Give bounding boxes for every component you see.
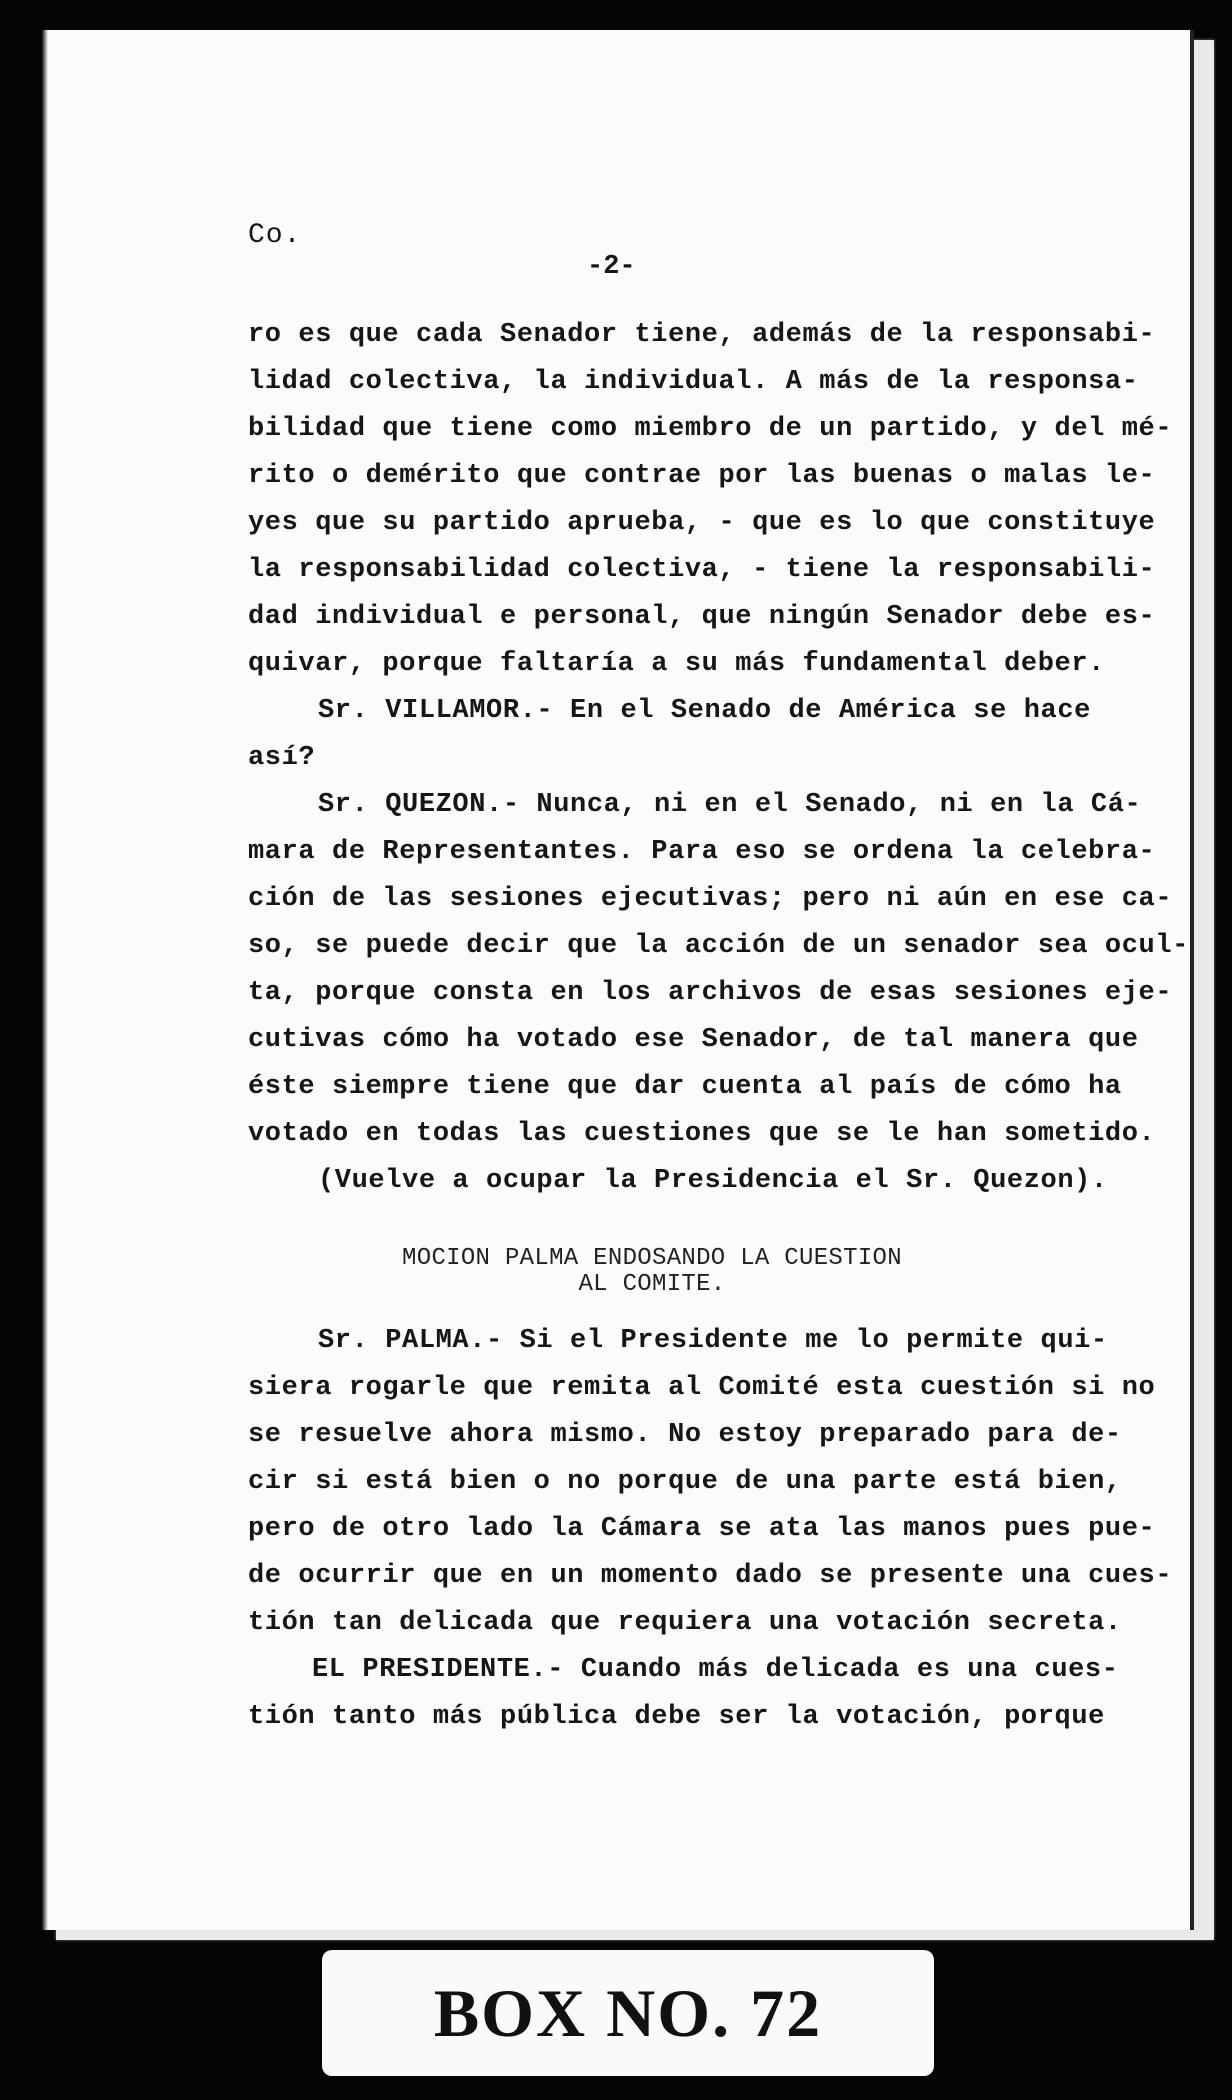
text-line: rito o demérito que contrae por las buenas o malas le- [248,461,1156,491]
archive-box-label-text: BOX NO. 72 [433,1974,823,2051]
text-line: tión tan delicada que requiera una votación secreta. [248,1608,1122,1638]
text-line: se resuelve ahora mismo. No estoy preparado para de- [248,1420,1122,1450]
text-line: siera rogarle que remita al Comité esta cuestión si no [248,1373,1156,1403]
text-line: (Vuelve a ocupar la Presidencia el Sr. Quezon). [318,1166,1108,1196]
archive-box-label [322,1950,934,2076]
text-line: así? [248,743,316,773]
text-line: Sr. QUEZON.- Nunca, ni en el Senado, ni en la Cá- [318,790,1142,820]
text-line: Sr. VILLAMOR.- En el Senado de América se hace [318,696,1091,726]
page-number: -2- [587,252,636,282]
text-line: dad individual e personal, que ningún Senador debe es- [248,602,1156,632]
text-line: de ocurrir que en un momento dado se presente una cues- [248,1561,1173,1591]
text-line: ta, porque consta en los archivos de esas sesiones eje- [248,978,1173,1008]
text-line: la responsabilidad colectiva, - tiene la responsabili- [248,555,1156,585]
text-line: Sr. PALMA.- Si el Presidente me lo permite qui- [318,1326,1108,1356]
document-page [42,30,1190,1930]
text-line: quivar, porque faltaría a su más fundamental deber. [248,649,1105,679]
text-line: cir si está bien o no porque de una parte está bien, [248,1467,1122,1497]
text-line: lidad colectiva, la individual. A más de la responsa- [248,367,1139,397]
text-line: bilidad que tiene como miembro de un partido, y del mé- [248,414,1173,444]
text-line: yes que su partido aprueba, - que es lo que constituye [248,508,1156,538]
text-line: tión tanto más pública debe ser la votación, porque [248,1702,1105,1732]
text-line: pero de otro lado la Cámara se ata las manos pues pue- [248,1514,1156,1544]
text-line: cutivas cómo ha votado ese Senador, de tal manera que [248,1025,1139,1055]
text-line: éste siempre tiene que dar cuenta al país de cómo ha [248,1072,1122,1102]
text-line: EL PRESIDENTE.- Cuando más delicada es una cues- [312,1655,1119,1685]
text-line: votado en todas las cuestiones que se le han sometido. [248,1119,1156,1149]
section-heading: MOCION PALMA ENDOSANDO LA CUESTION [402,1245,902,1272]
text-line: ción de las sesiones ejecutivas; pero ni aún en ese ca- [248,884,1173,914]
text-line: ro es que cada Senador tiene, además de la responsabi- [248,320,1156,350]
corner-mark: Co. [248,220,302,251]
text-line: so, se puede decir que la acción de un senador sea ocul- [248,931,1189,961]
text-line: mara de Representantes. Para eso se ordena la celebra- [248,837,1156,867]
section-heading-continued: AL COMITE. [578,1271,726,1298]
